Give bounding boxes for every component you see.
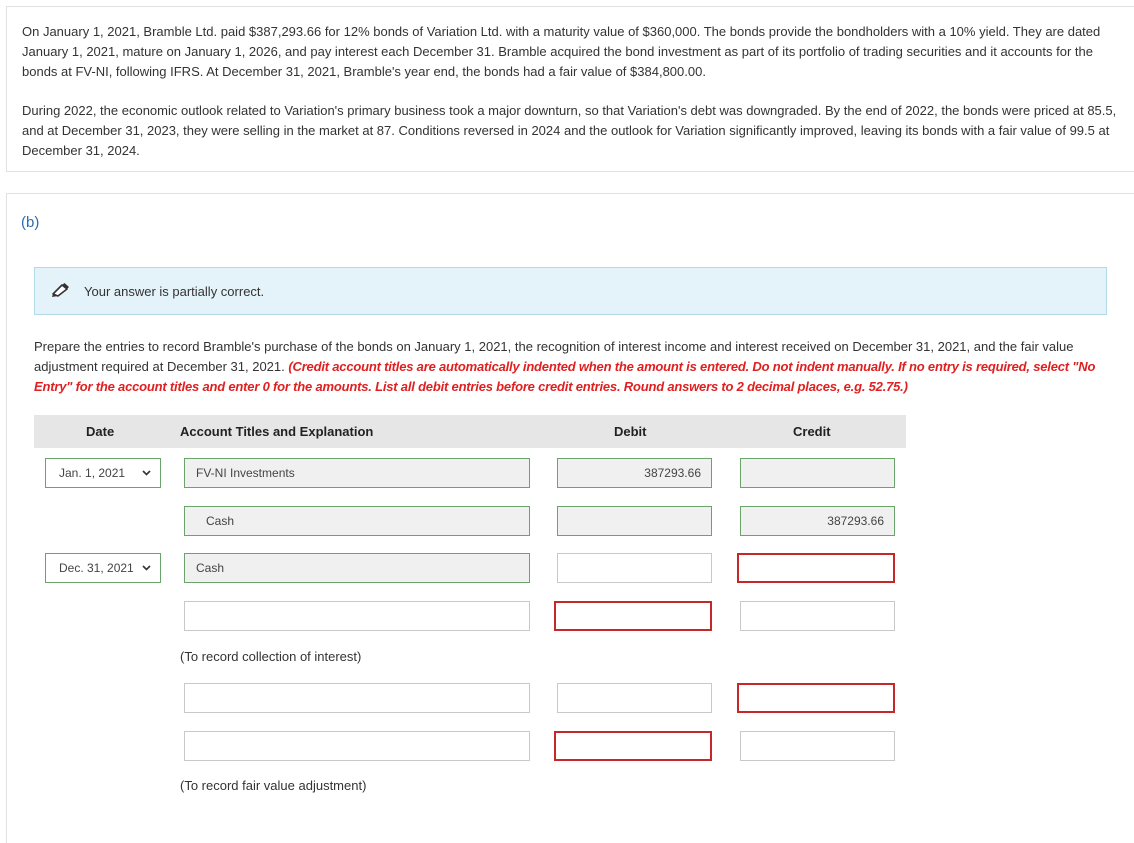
debit-input-error[interactable] (554, 731, 712, 761)
debit-value: 387293.66 (644, 466, 701, 480)
journal-table-header (34, 415, 906, 448)
header-account: Account Titles and Explanation (180, 424, 374, 439)
credit-value: 387293.66 (827, 514, 884, 528)
feedback-banner (34, 267, 1107, 315)
account-title-input[interactable] (184, 731, 530, 761)
problem-paragraph-1: On January 1, 2021, Bramble Ltd. paid $387,293.66 for 12% bonds of Variation Ltd. with a maturity value of $360,000. The bonds provide the bondholders with a 10% yield. They are dated January 1, 2021, mature on January 1, 2026, and pay interest each December 31. Bramble acquired the bond investment as part of its portfolio of trading securities and it accounts for the bonds at FV-NI, following IFRS. At December 31, 2021, Bramble's year end, the bonds had a fair value of $384,800.00. (22, 24, 1101, 79)
feedback-message: Your answer is partially correct. (84, 284, 265, 299)
debit-input[interactable] (557, 683, 712, 713)
chevron-down-icon (142, 470, 151, 476)
pencil-icon (50, 281, 72, 299)
instructions (34, 337, 1109, 397)
date-select-value: Jan. 1, 2021 (59, 466, 126, 480)
entry-note-fair-value: (To record fair value adjustment) (180, 778, 367, 793)
account-title-input[interactable] (184, 553, 530, 583)
instructions-warning: (Credit account titles are automatically indented when the amount is entered. Do not indent manually. If no entry is required, select "No Entry" for the account titles and enter 0 for the amounts. List all debit entries before credit entries. Round answers to 2 decimal places, e.g. 52.75.) (34, 359, 1096, 394)
credit-input[interactable] (740, 458, 895, 488)
date-select-value: Dec. 31, 2021 (59, 561, 134, 575)
credit-input-error[interactable] (737, 683, 895, 713)
part-label: (b) (21, 214, 40, 231)
debit-input[interactable] (557, 553, 712, 583)
header-debit: Debit (614, 424, 647, 439)
account-title-value: Cash (206, 514, 235, 528)
account-title-input[interactable] (184, 683, 530, 713)
debit-input[interactable] (557, 458, 712, 488)
date-select[interactable] (45, 458, 161, 488)
account-title-input[interactable] (184, 506, 530, 536)
instructions-text: Prepare the entries to record Bramble's purchase of the bonds on January 1, 2021, the recognition of interest income and interest received on December 31, 2021, and the fair value adjustment required at December 31, 2021. (34, 339, 1074, 374)
account-title-input[interactable] (184, 601, 530, 631)
date-select[interactable] (45, 553, 161, 583)
credit-input[interactable] (740, 731, 895, 761)
debit-input[interactable] (557, 506, 712, 536)
problem-statement (6, 6, 1134, 172)
credit-input-error[interactable] (737, 553, 895, 583)
header-credit: Credit (793, 424, 831, 439)
problem-paragraph-2: During 2022, the economic outlook related to Variation's primary business took a major downturn, so that Variation's debt was downgraded. By the end of 2022, the bonds were priced at 85.5, and at December 31, 2023, they were selling in the market at 87. Conditions reversed in 2024 and the outlook for Variation significantly improved, leaving its bonds with a fair value of 99.5 at December 31, 2024. (22, 103, 1117, 158)
account-title-value: FV-NI Investments (196, 466, 295, 480)
account-title-input[interactable] (184, 458, 530, 488)
credit-input[interactable] (740, 506, 895, 536)
header-date: Date (86, 424, 115, 439)
account-title-value: Cash (196, 561, 225, 575)
credit-input[interactable] (740, 601, 895, 631)
entry-note-interest: (To record collection of interest) (180, 649, 362, 664)
debit-input-error[interactable] (554, 601, 712, 631)
chevron-down-icon (142, 565, 151, 571)
